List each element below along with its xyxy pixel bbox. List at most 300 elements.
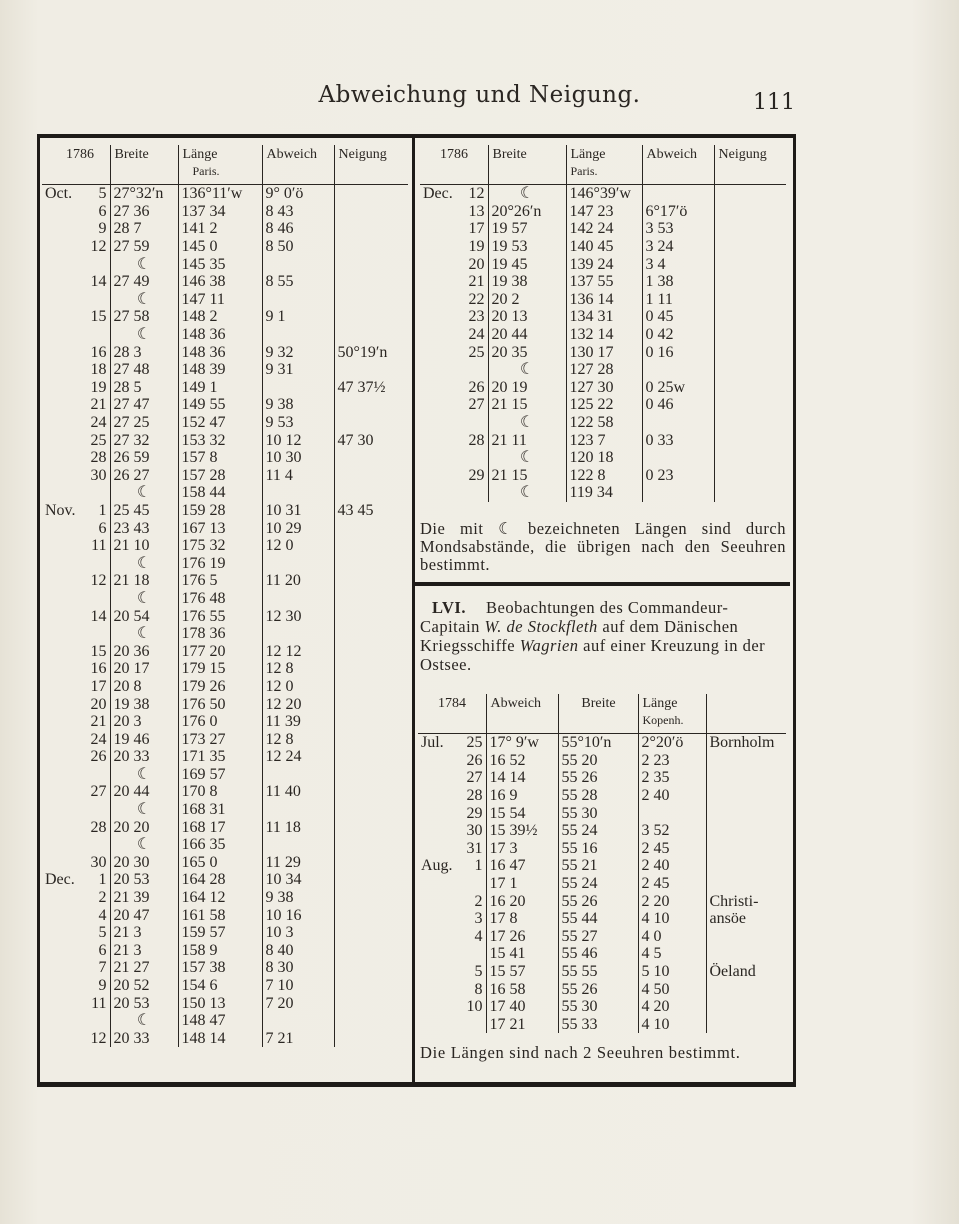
table-cell: 20 [90, 695, 107, 713]
table-row [42, 396, 408, 414]
table-cell: 27°32′n [110, 185, 178, 203]
table-cell: 179 26 [178, 678, 262, 696]
table-cell: 15 [90, 308, 107, 326]
table-row [42, 1012, 408, 1030]
table-cell: 7 20 [262, 994, 334, 1012]
table-cell: 137 55 [566, 273, 642, 291]
table-cell: 55 46 [558, 945, 638, 963]
table-cell [262, 255, 334, 273]
table-cell [706, 1016, 786, 1034]
table-cell [642, 449, 714, 467]
table-row [418, 822, 786, 840]
table-row [42, 818, 408, 836]
table-cell [420, 449, 460, 467]
table-cell [80, 291, 110, 309]
table-cell [418, 892, 460, 910]
table-cell: Aug. [421, 857, 453, 875]
table-cell: 166 35 [178, 836, 262, 854]
table-cell: 23 [468, 308, 485, 326]
table-cell: 145 0 [178, 238, 262, 256]
right-col-abweich: Abweich [642, 145, 714, 185]
table-cell [714, 396, 786, 414]
table-cell: 141 2 [178, 220, 262, 238]
table-cell [460, 414, 488, 432]
table-cell [334, 906, 408, 924]
table-row [42, 836, 408, 854]
table-cell [262, 291, 334, 309]
table-cell: 30 [90, 466, 107, 484]
table-cell: 6°17′ö [642, 203, 714, 221]
table-cell [706, 787, 786, 805]
table-cell [420, 361, 460, 379]
table-cell [706, 998, 786, 1016]
table-row [420, 467, 786, 485]
table-cell [638, 804, 706, 822]
table-cell [706, 945, 786, 963]
table-cell: 3 24 [642, 238, 714, 256]
table-cell: 149 1 [178, 379, 262, 397]
table-cell: 158 9 [178, 942, 262, 960]
table-cell: 146°39′w [566, 185, 642, 203]
table-cell: 148 47 [178, 1012, 262, 1030]
table-cell [642, 414, 714, 432]
table-cell [42, 625, 80, 643]
lower-col-laenge-label: Länge [642, 696, 678, 711]
table-row [420, 396, 786, 414]
table-row [418, 787, 786, 805]
table-cell: 4 10 [638, 910, 706, 928]
table-cell: 12 [468, 185, 485, 203]
table-cell: 14 14 [486, 769, 558, 787]
table-cell: 25 [90, 431, 107, 449]
table-cell [706, 875, 786, 893]
lower-col-place [706, 694, 786, 734]
table-cell: 27 [466, 769, 483, 787]
table-cell: 16 20 [486, 892, 558, 910]
table-cell: 26 [468, 378, 485, 396]
table-cell [42, 273, 80, 291]
table-cell: 24 [90, 730, 107, 748]
table-cell: 146 38 [178, 273, 262, 291]
table-cell [334, 854, 408, 872]
table-cell [80, 326, 110, 344]
table-cell: ☾ [110, 625, 178, 643]
table-cell: ☾ [110, 255, 178, 273]
table-row [42, 590, 408, 608]
table-cell: 25 [466, 734, 483, 752]
table-row [42, 519, 408, 537]
table-row [42, 1030, 408, 1048]
table-cell [418, 998, 460, 1016]
table-row [42, 308, 408, 326]
table-cell [642, 484, 714, 502]
table-cell [420, 308, 460, 326]
table-row [42, 343, 408, 361]
table-cell: 30 [466, 822, 483, 840]
table-cell: 29 [468, 466, 485, 484]
table-cell: 165 0 [178, 854, 262, 872]
table-cell: 122 8 [566, 467, 642, 485]
table-cell: 3 [474, 910, 483, 928]
table-cell [42, 959, 80, 977]
table-cell [714, 484, 786, 502]
table-cell: 55 44 [558, 910, 638, 928]
table-cell: 152 47 [178, 414, 262, 432]
table-cell [42, 766, 80, 784]
table-row [420, 326, 786, 344]
table-cell: 12 0 [262, 537, 334, 555]
table-cell: 168 17 [178, 818, 262, 836]
table-cell: 20 17 [110, 660, 178, 678]
table-cell: 4 50 [638, 980, 706, 998]
left-col-breite: Breite [110, 145, 178, 185]
table-cell: 119 34 [566, 484, 642, 502]
table-cell: 8 46 [262, 220, 334, 238]
table-cell [420, 326, 460, 344]
table-cell: 16 [90, 343, 107, 361]
table-cell [80, 255, 110, 273]
table-cell: 16 47 [486, 857, 558, 875]
table-cell: 26 27 [110, 467, 178, 485]
table-cell [42, 678, 80, 696]
table-cell: 14 [90, 607, 107, 625]
table-cell [706, 980, 786, 998]
table-cell: 13 [468, 202, 485, 220]
table-row [42, 871, 408, 889]
table-cell [42, 695, 80, 713]
table-cell: 176 55 [178, 607, 262, 625]
table-cell: 170 8 [178, 783, 262, 801]
table-cell: 17° 9′w [486, 734, 558, 752]
lower-table-note: Die Längen sind nach 2 Seeuhren bestimmt. [420, 1043, 741, 1062]
table-cell [420, 396, 460, 414]
table-row [418, 840, 786, 858]
table-cell [334, 766, 408, 784]
table-cell [42, 642, 80, 660]
table-cell: 19 53 [488, 238, 566, 256]
table-cell [334, 783, 408, 801]
table-cell [334, 185, 408, 203]
table-cell: 20 13 [488, 308, 566, 326]
table-row [42, 660, 408, 678]
table-cell: 28 [90, 449, 107, 467]
table-row [42, 906, 408, 924]
table-cell: 12 8 [262, 660, 334, 678]
table-cell [42, 924, 80, 942]
table-cell [714, 361, 786, 379]
table-cell: 12 [90, 572, 107, 590]
table-cell [714, 273, 786, 291]
table-cell: 20 [468, 255, 485, 273]
table-cell [714, 185, 786, 203]
table-cell: 26 [466, 751, 483, 769]
table-cell: 176 0 [178, 713, 262, 731]
table-row [418, 769, 786, 787]
table-cell: 20 53 [110, 871, 178, 889]
table-cell: 15 41 [486, 945, 558, 963]
section-lvi [420, 598, 786, 674]
table-cell: ☾ [110, 590, 178, 608]
table-cell [42, 554, 80, 572]
table-row [418, 875, 786, 893]
table-cell [418, 1016, 460, 1034]
table-cell [418, 840, 460, 858]
table-cell: 25 45 [110, 502, 178, 520]
table-cell: 27 59 [110, 238, 178, 256]
table-cell [42, 730, 80, 748]
table-cell: 24 [468, 326, 485, 344]
table-cell: 55 28 [558, 787, 638, 805]
table-cell: 8 50 [262, 238, 334, 256]
table-cell: 55°10′n [558, 734, 638, 752]
table-cell: 177 20 [178, 642, 262, 660]
table-cell: Dec. [45, 871, 75, 889]
section-captain-name: W. de Stockfleth [484, 617, 598, 636]
table-cell [706, 928, 786, 946]
table-row [42, 431, 408, 449]
table-cell: 176 48 [178, 590, 262, 608]
table-cell: 1 [474, 857, 483, 875]
table-cell: 55 27 [558, 928, 638, 946]
table-cell [42, 449, 80, 467]
table-row [42, 273, 408, 291]
table-row [418, 892, 786, 910]
table-cell: 28 [468, 431, 485, 449]
table-cell: 4 5 [638, 945, 706, 963]
table-row [418, 857, 786, 875]
table-cell: 21 [90, 713, 107, 731]
table-cell: 17 21 [486, 1016, 558, 1034]
table-cell: 12 24 [262, 748, 334, 766]
table-cell: 12 30 [262, 607, 334, 625]
table-cell [714, 308, 786, 326]
table-cell: 2 [474, 892, 483, 910]
table-cell [334, 942, 408, 960]
table-cell: 3 53 [642, 220, 714, 238]
left-col-laenge [178, 145, 262, 185]
table-row [420, 238, 786, 256]
table-cell: 4 20 [638, 998, 706, 1016]
table-cell: 30 [90, 853, 107, 871]
table-cell: 21 [468, 273, 485, 291]
table-cell: 19 [90, 378, 107, 396]
table-cell: 28 5 [110, 379, 178, 397]
table-cell: 8 43 [262, 203, 334, 221]
table-cell [420, 484, 460, 502]
table-cell: 20 52 [110, 977, 178, 995]
table-row [42, 238, 408, 256]
right-table-note: Die mit ☾ bezeichneten Längen sind durch Mondsabstände, die übrigen nach den Seeuhren bestimmt. [420, 519, 786, 574]
table-cell: 147 23 [566, 203, 642, 221]
table-cell: 9 1 [262, 308, 334, 326]
table-cell: 55 26 [558, 892, 638, 910]
table-cell: 2 45 [638, 875, 706, 893]
table-cell: ☾ [488, 484, 566, 502]
table-row [420, 484, 786, 502]
table-cell: 55 30 [558, 804, 638, 822]
table-cell: 11 4 [262, 467, 334, 485]
left-table [42, 145, 408, 1047]
table-cell [714, 467, 786, 485]
table-cell [706, 857, 786, 875]
column-divider [412, 134, 415, 1082]
table-cell: 175 32 [178, 537, 262, 555]
table-cell: ☾ [110, 484, 178, 502]
right-table [420, 145, 786, 502]
table-cell: 55 33 [558, 1016, 638, 1034]
table-cell: 55 30 [558, 998, 638, 1016]
table-cell [42, 255, 80, 273]
table-row [42, 766, 408, 784]
table-cell [42, 326, 80, 344]
table-cell: 157 8 [178, 449, 262, 467]
table-cell: 55 24 [558, 875, 638, 893]
table-cell: 120 18 [566, 449, 642, 467]
table-cell: 139 24 [566, 255, 642, 273]
table-cell: 154 6 [178, 977, 262, 995]
table-row [420, 379, 786, 397]
table-cell [334, 625, 408, 643]
table-cell [334, 537, 408, 555]
table-cell: 16 52 [486, 752, 558, 770]
section-rule [415, 582, 790, 586]
table-row [420, 431, 786, 449]
table-cell [42, 291, 80, 309]
table-row [420, 203, 786, 221]
table-row [42, 942, 408, 960]
table-cell [42, 1030, 80, 1048]
table-cell: 10 3 [262, 924, 334, 942]
table-cell: 28 [90, 818, 107, 836]
table-cell: 43 45 [334, 502, 408, 520]
table-cell [334, 519, 408, 537]
table-cell: 55 26 [558, 980, 638, 998]
right-col-year: 1786 [420, 145, 488, 185]
lower-col-breite: Breite [558, 694, 638, 734]
table-cell: 14 [90, 273, 107, 291]
table-cell [42, 783, 80, 801]
table-cell: 9° 0′ö [262, 185, 334, 203]
table-cell: 0 23 [642, 467, 714, 485]
table-cell [418, 822, 460, 840]
table-cell: 9 31 [262, 361, 334, 379]
table-cell: 9 [98, 977, 107, 995]
table-cell: 9 [98, 220, 107, 238]
table-cell [420, 467, 460, 485]
table-cell [334, 994, 408, 1012]
table-cell [334, 818, 408, 836]
section-text-before: Beobachtungen des Commandeur-Capitain [420, 598, 729, 636]
table-cell [42, 818, 80, 836]
table-cell: Öeland [706, 963, 786, 981]
table-cell [262, 836, 334, 854]
table-cell: 9 53 [262, 414, 334, 432]
table-row [42, 607, 408, 625]
table-row [42, 379, 408, 397]
table-cell [262, 766, 334, 784]
table-cell: 21 10 [110, 537, 178, 555]
table-cell [334, 203, 408, 221]
table-cell [42, 572, 80, 590]
table-cell [42, 660, 80, 678]
table-cell [334, 449, 408, 467]
table-cell: 145 35 [178, 255, 262, 273]
table-cell: 21 11 [488, 431, 566, 449]
table-cell: 179 15 [178, 660, 262, 678]
table-cell: 161 58 [178, 906, 262, 924]
table-cell: 5 [474, 963, 483, 981]
table-cell [80, 625, 110, 643]
right-col-laenge [566, 145, 642, 185]
table-cell [80, 484, 110, 502]
table-cell: 17 8 [486, 910, 558, 928]
table-cell: 157 38 [178, 959, 262, 977]
table-cell: 158 44 [178, 484, 262, 502]
table-cell: 4 [98, 906, 107, 924]
table-cell [42, 414, 80, 432]
table-cell: 164 12 [178, 889, 262, 907]
table-cell: 0 25w [642, 379, 714, 397]
table-row [42, 414, 408, 432]
table-cell: ☾ [488, 449, 566, 467]
table-cell: 2 45 [638, 840, 706, 858]
table-cell [460, 361, 488, 379]
table-row [420, 449, 786, 467]
table-cell [714, 238, 786, 256]
table-cell: 7 21 [262, 1030, 334, 1048]
table-cell [418, 804, 460, 822]
table-cell: 11 20 [262, 572, 334, 590]
table-cell: 25 [468, 343, 485, 361]
table-cell [334, 484, 408, 502]
table-cell: 12 0 [262, 678, 334, 696]
table-cell: 7 [98, 959, 107, 977]
table-cell: 21 3 [110, 924, 178, 942]
table-cell [334, 959, 408, 977]
table-cell: 31 [466, 839, 483, 857]
table-row [42, 537, 408, 555]
table-row [420, 343, 786, 361]
table-row [42, 959, 408, 977]
table-cell: 28 3 [110, 343, 178, 361]
table-row [42, 185, 408, 203]
lower-col-year: 1784 [418, 694, 486, 734]
table-cell [42, 607, 80, 625]
table-cell [460, 449, 488, 467]
table-cell: 21 39 [110, 889, 178, 907]
table-cell [334, 748, 408, 766]
table-cell [420, 379, 460, 397]
table-cell: 10 29 [262, 519, 334, 537]
table-cell: 6 [98, 202, 107, 220]
table-cell: 9 38 [262, 889, 334, 907]
table-cell: Dec. [423, 185, 453, 203]
table-cell [334, 238, 408, 256]
table-row [418, 734, 786, 752]
table-row [418, 910, 786, 928]
table-cell [42, 308, 80, 326]
table-row [42, 783, 408, 801]
table-cell [420, 343, 460, 361]
table-cell: 3 52 [638, 822, 706, 840]
table-row [420, 414, 786, 432]
right-col-breite: Breite [488, 145, 566, 185]
right-col-paris: Paris. [570, 164, 598, 178]
table-cell: 132 14 [566, 326, 642, 344]
table-cell [42, 942, 80, 960]
table-cell: 1 [98, 501, 107, 519]
table-cell: 27 32 [110, 431, 178, 449]
